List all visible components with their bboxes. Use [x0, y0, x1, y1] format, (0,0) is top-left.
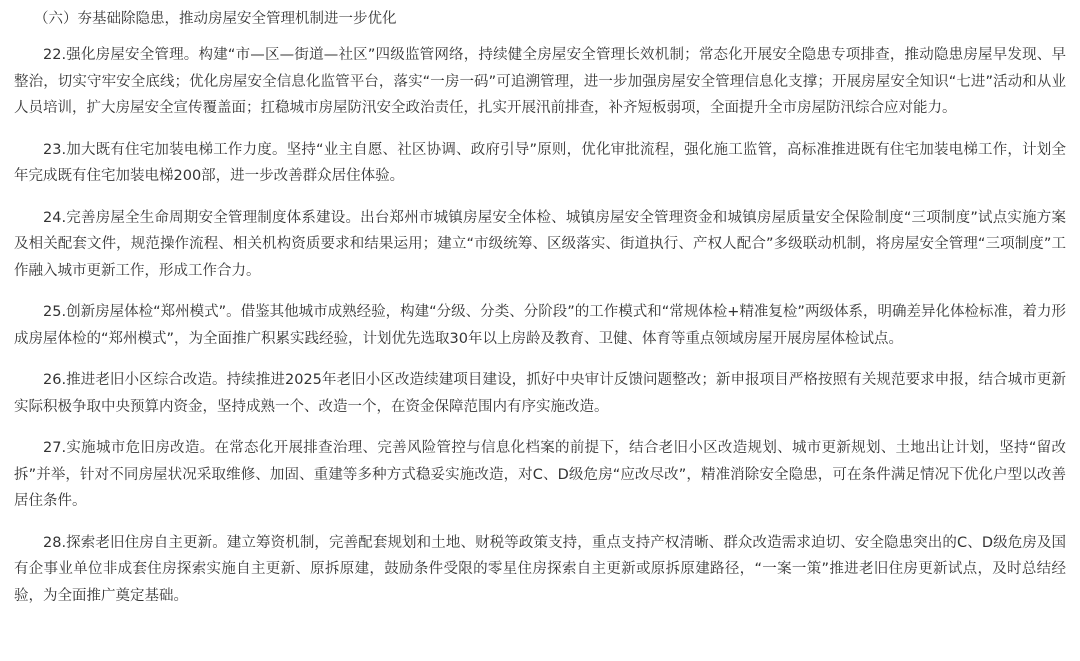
paragraph-item-24: 24.完善房屋全生命周期安全管理制度体系建设。出台郑州市城镇房屋安全体检、城镇房屋安全管理资金和城镇房屋质量安全保险制度“三项制度”试点实施方案及相关配套文件，规范操作流程、相关机构资质要求和结果运用；建立“市级统筹、区级落实、街道执行、产权人配合”多级联动机制，将房屋安全管理“三项制度”工作融入城市更新工作，形成工作合力。 — [14, 209, 1066, 279]
section-heading: （六）夯基础除隐患，推动房屋安全管理机制进一步优化 — [34, 11, 397, 27]
paragraph-item-28: 28.探索老旧住房自主更新。建立筹资机制，完善配套规划和土地、财税等政策支持，重点支持产权清晰、群众改造需求迫切、安全隐患突出的C、D级危房及国有企事业单位非成套住房探索实施自主更新、原拆原建，鼓励条件受限的零星住房探索自主更新或原拆原建路径，“一案一策”推进老旧住房更新试点，及时总结经验，为全面推广奠定基础。 — [14, 534, 1066, 604]
paragraph-item-23: 23.加大既有住宅加装电梯工作力度。坚持“业主自愿、社区协调、政府引导”原则，优化审批流程，强化施工监管，高标准推进既有住宅加装电梯工作，计划全年完成既有住宅加装电梯200部，进一步改善群众居住体验。 — [14, 141, 1066, 184]
paragraph-item-22: 22.强化房屋安全管理。构建“市—区—街道—社区”四级监管网络，持续健全房屋安全管理长效机制；常态化开展安全隐患专项排查，推动隐患房屋早发现、早整治，切实守牢安全底线；优化房屋安全信息化监管平台，落实“一房一码”可追溯管理，进一步加强房屋安全管理信息化支撑；开展房屋安全知识“七进”活动和从业人员培训，扩大房屋安全宣传覆盖面；扛稳城市房屋防汛安全政治责任，扎实开展汛前排查，补齐短板弱项，全面提升全市房屋防汛综合应对能力。 — [14, 47, 1066, 116]
paragraph-item-26: 26.推进老旧小区综合改造。持续推进2025年老旧小区改造续建项目建设，抓好中央审计反馈问题整改；新申报项目严格按照有关规范要求申报，结合城市更新实际积极争取中央预算内资金，坚持成熟一个、改造一个，在资金保障范围内有序实施改造。 — [14, 372, 1066, 415]
paragraph-item-27: 27.实施城市危旧房改造。在常态化开展排查治理、完善风险管控与信息化档案的前提下，结合老旧小区改造规划、城市更新规划、土地出让计划，坚持“留改拆”并举，针对不同房屋状况采取维修、加固、重建等多种方式稳妥实施改造，对C、D级危房“应改尽改”，精准消除安全隐患，可在条件满足情况下优化户型以改善居住条件。 — [14, 440, 1066, 509]
paragraph-item-25: 25.创新房屋体检“郑州模式”。借鉴其他城市成熟经验，构建“分级、分类、分阶段”的工作模式和“常规体检+精准复检”两级体系，明确差异化体检标准，着力形成房屋体检的“郑州模式”，为全面推广积累实践经验，计划优先选取30年以上房龄及教育、卫健、体育等重点领域房屋开展房屋体检试点。 — [14, 304, 1066, 347]
